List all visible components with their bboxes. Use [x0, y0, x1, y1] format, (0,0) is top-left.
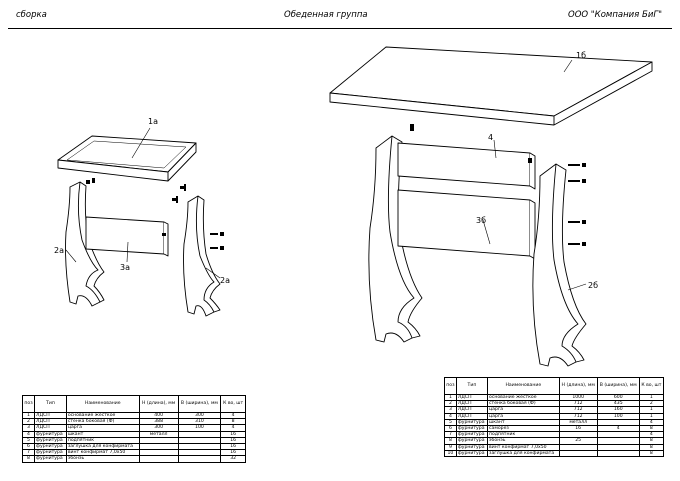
- table-cell: шкант: [66, 431, 139, 437]
- table-cell: подпятник: [488, 432, 560, 438]
- table-cell: 4: [597, 426, 639, 432]
- table-cell: 310: [178, 419, 221, 425]
- table-cell: 5: [445, 419, 457, 425]
- table-cell: царга: [488, 407, 560, 413]
- stool-rail: [86, 217, 168, 256]
- table-cell: фурнитура: [456, 438, 487, 444]
- table-cell: 712: [559, 407, 597, 413]
- table-row: [23, 456, 246, 462]
- table-cell: 6: [23, 444, 35, 450]
- table-cell: ЛДСП: [456, 407, 487, 413]
- table-cell: [178, 456, 221, 462]
- table-cell: ЛДСП: [456, 395, 487, 401]
- column-header: В (ширина), мм: [597, 378, 639, 395]
- table-cell: металл: [559, 419, 597, 425]
- table-cell: 16: [221, 450, 246, 456]
- table-cell: 300: [139, 425, 178, 431]
- table-cell: 5: [23, 437, 35, 443]
- label-stool-side-left: 2а: [54, 246, 64, 255]
- table-cell: 8: [23, 456, 35, 462]
- table-assembly: [330, 47, 652, 366]
- table-cell: 16: [221, 444, 246, 450]
- table-cell: 8: [639, 426, 663, 432]
- table-cell: 8: [445, 438, 457, 444]
- table-cell: 2: [23, 419, 35, 425]
- table-cell: фурнитура: [456, 450, 487, 456]
- table-cell: винт конфирмат 7,0х50: [488, 444, 560, 450]
- table-cell: [559, 450, 597, 456]
- table-cell: 6: [445, 426, 457, 432]
- table-cell: 7: [23, 450, 35, 456]
- table-cell: фурнитура: [456, 419, 487, 425]
- table-cell: шкант: [488, 419, 560, 425]
- table-cell: ЛДСП: [35, 425, 67, 431]
- table-cell: 400: [139, 413, 178, 419]
- table-cell: 8: [639, 444, 663, 450]
- label-table-rail-lower: 3б: [476, 216, 487, 225]
- table-cell: ЛДСП: [456, 413, 487, 419]
- table-cell: 9: [445, 444, 457, 450]
- table-cell: фурнитура: [35, 456, 67, 462]
- table-cell: ЛДСП: [35, 419, 67, 425]
- table-cell: [139, 456, 178, 462]
- table-cell: фурнитура: [456, 426, 487, 432]
- table-cell: ЛДСП: [35, 413, 67, 419]
- header-right: ООО "Компания БиГ": [568, 10, 662, 20]
- stool-side-right: [184, 196, 215, 316]
- table-cell: 4: [445, 413, 457, 419]
- table-cell: основание жесткое: [66, 413, 139, 419]
- column-header: поз: [23, 396, 35, 413]
- table-cell: 2: [639, 401, 663, 407]
- column-header: К во, шт: [221, 396, 246, 413]
- label-table-top: 1б: [576, 51, 587, 60]
- table-cell: 435: [597, 401, 639, 407]
- table-cell: 388: [139, 419, 178, 425]
- stool-assembly: [58, 136, 224, 316]
- table-cell: [597, 450, 639, 456]
- table-cell: 160: [597, 407, 639, 413]
- table-side-right: [533, 164, 578, 366]
- table-top: [330, 47, 652, 125]
- table-cell: стенка боковая (Ф): [488, 401, 560, 407]
- table-cell: царга: [66, 425, 139, 431]
- table-cell: фурнитура: [35, 431, 67, 437]
- table-cell: фурнитура: [35, 437, 67, 443]
- table-cell: эбонэь: [66, 456, 139, 462]
- column-header: Наименование: [66, 396, 139, 413]
- table-cell: 1000: [559, 395, 597, 401]
- header-center: Обеденная группа: [284, 10, 368, 20]
- table-cell: царга: [488, 413, 560, 419]
- column-header: В (ширина), мм: [178, 396, 221, 413]
- column-header: поз: [445, 378, 457, 395]
- table-cell: основание жесткое: [488, 395, 560, 401]
- table-cell: саморез: [488, 426, 560, 432]
- table-cell: 4: [639, 432, 663, 438]
- stool-screws: [172, 184, 224, 250]
- table-cell: винт конфирмат 7,0х50: [66, 450, 139, 456]
- table-cell: 4: [221, 413, 246, 419]
- table-cell: 3: [23, 425, 35, 431]
- table-cell: 600: [597, 395, 639, 401]
- table-cell: 300: [178, 413, 221, 419]
- table-rail-upper: [398, 143, 535, 189]
- spec-table-table: [444, 377, 664, 457]
- table-cell: 25: [559, 438, 597, 444]
- spec-table-stool: [22, 395, 246, 463]
- stool-seat: [58, 136, 196, 181]
- column-header: Тип: [35, 396, 67, 413]
- column-header: Н (длина), мм: [139, 396, 178, 413]
- table-cell: подпятник: [66, 437, 139, 443]
- table-cell: 10: [445, 450, 457, 456]
- table-cell: заглушка для конфирмата: [66, 444, 139, 450]
- table-cell: 4: [639, 419, 663, 425]
- table-cell: 16: [221, 437, 246, 443]
- column-header: К во, шт: [639, 378, 663, 395]
- table-cell: 1: [23, 413, 35, 419]
- table-cell: 1: [639, 395, 663, 401]
- table-screws: [568, 163, 586, 246]
- table-cell: ЛДСП: [456, 401, 487, 407]
- table-row: [445, 450, 664, 456]
- table-cell: фурнитура: [456, 444, 487, 450]
- table-cell: заглушка для конфирмата: [488, 450, 560, 456]
- table-cell: 7: [445, 432, 457, 438]
- table-cell: 712: [559, 413, 597, 419]
- label-stool-rail: 3а: [120, 263, 130, 272]
- table-cell: 8: [221, 419, 246, 425]
- label-table-rail-upper: 4: [488, 133, 494, 142]
- table-cell: 100: [597, 413, 639, 419]
- table-cell: 4: [221, 425, 246, 431]
- spec-table-header: [23, 396, 246, 413]
- table-cell: фурнитура: [456, 432, 487, 438]
- table-cell: 3: [445, 407, 457, 413]
- table-cell: 100: [178, 425, 221, 431]
- table-cell: 8: [639, 438, 663, 444]
- table-cell: фурнитура: [35, 444, 67, 450]
- table-cell: 16: [221, 431, 246, 437]
- spec-table-header: [445, 378, 664, 395]
- table-cell: 4: [23, 431, 35, 437]
- table-cell: 16: [559, 426, 597, 432]
- table-cell: эбонэь: [488, 438, 560, 444]
- column-header: Наименование: [488, 378, 560, 395]
- table-cell: 712: [559, 401, 597, 407]
- table-cell: 1: [639, 407, 663, 413]
- table-cell: 1: [445, 395, 457, 401]
- table-cell: металл: [139, 431, 178, 437]
- column-header: Н (длина), мм: [559, 378, 597, 395]
- column-header: Тип: [456, 378, 487, 395]
- table-cell: 2: [445, 401, 457, 407]
- table-cell: 32: [221, 456, 246, 462]
- label-stool-seat: 1а: [148, 117, 158, 126]
- label-stool-side-right: 2а: [220, 276, 230, 285]
- table-rail-lower: [398, 190, 535, 259]
- table-cell: стенка боковая (Ф): [66, 419, 139, 425]
- table-cell: 1: [639, 413, 663, 419]
- table-cell: 8: [639, 450, 663, 456]
- header-left: сборка: [16, 10, 47, 20]
- table-cell: фурнитура: [35, 450, 67, 456]
- label-table-side-right: 2б: [588, 281, 599, 290]
